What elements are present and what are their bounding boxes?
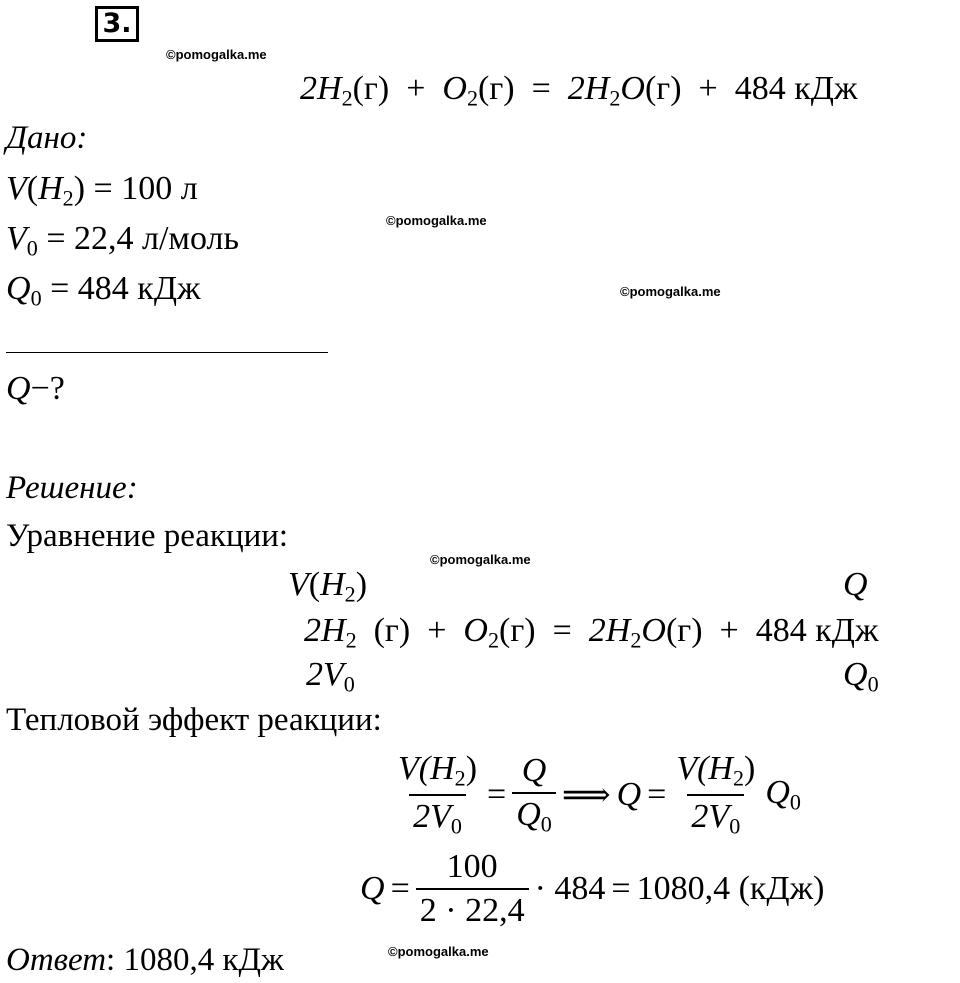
proportion-formula: [394, 750, 801, 839]
paren: (: [308, 566, 321, 603]
state-gas: (г): [373, 612, 411, 649]
reactant-o2: O: [463, 612, 488, 649]
given-label: Дано:: [6, 120, 88, 156]
find-quantity: [6, 370, 65, 408]
subscript: 0: [26, 235, 38, 261]
heat-value: 484 кДж: [755, 612, 879, 649]
equation-heading: Уравнение реакции:: [6, 518, 289, 554]
subscript: 2: [732, 765, 745, 791]
state-gas: (г): [478, 70, 515, 107]
paren: (: [26, 170, 39, 207]
value: 100 л: [121, 170, 198, 207]
subscript: 0: [789, 789, 801, 815]
question-mark: −?: [30, 370, 65, 407]
equals-sign: =: [552, 612, 572, 649]
paren: ): [73, 170, 86, 207]
given-volume-h2: [6, 170, 198, 212]
denominator: 2 · 22,4: [416, 888, 529, 930]
result-value: 1080,4 (кДж): [636, 870, 825, 907]
subscript: 2: [341, 85, 353, 111]
subscript: 2: [487, 627, 499, 653]
subscript: 0: [729, 813, 741, 839]
subscript: 2: [466, 85, 478, 111]
symbol-q: Q: [6, 270, 31, 307]
equals-sign: =: [611, 870, 631, 907]
coefficient: 2V: [306, 656, 344, 693]
reactant-h2: 2H: [304, 612, 346, 649]
reaction-middle: [304, 612, 878, 654]
multiplier: · 484: [534, 870, 606, 907]
state-gas: (г): [352, 70, 390, 107]
paren: ): [744, 750, 756, 787]
numerator: Q: [521, 751, 547, 789]
above-left-volume: [288, 566, 367, 608]
calculation-formula: [360, 848, 824, 930]
product-o: O: [641, 612, 666, 649]
equals-sign: =: [50, 270, 70, 307]
reactant-h2: 2H: [300, 70, 342, 107]
plus-sign: +: [427, 612, 447, 649]
denominator: 2V: [413, 797, 451, 835]
symbol-q: Q: [360, 870, 385, 907]
symbol-v: V: [6, 170, 27, 207]
watermark: ©pomogalka.me: [166, 47, 267, 62]
value: 22,4 л/моль: [74, 220, 239, 257]
subscript: 0: [540, 811, 552, 837]
answer-value: : 1080,4 кДж: [106, 942, 284, 978]
plus-sign: +: [719, 612, 739, 649]
state-gas: (г): [665, 612, 703, 649]
subscript: 2: [344, 581, 356, 607]
watermark: ©pomogalka.me: [386, 213, 487, 228]
state-gas: (г): [499, 612, 536, 649]
product-h2o: 2H: [588, 612, 631, 649]
answer-label: Ответ: [6, 942, 107, 978]
given-molar-volume: [6, 220, 239, 262]
above-right-q: Q: [843, 566, 868, 603]
below-left-2v0: [306, 656, 355, 698]
reactant-o2: O: [442, 70, 467, 107]
equals-sign: =: [46, 220, 66, 257]
subscript: 2: [62, 185, 74, 211]
symbol-h: H: [38, 170, 63, 207]
fraction-100-over-44-8: [416, 848, 529, 930]
fraction-v-over-2v0-result: [672, 750, 759, 839]
plus-sign: +: [698, 70, 718, 107]
fraction-q-over-q0: [512, 752, 556, 838]
denominator: 2V: [691, 797, 730, 835]
symbol-h: H: [320, 566, 345, 603]
subscript: 0: [450, 813, 462, 839]
symbol-q: Q: [6, 370, 31, 407]
subscript: 2: [345, 627, 357, 653]
given-heat: [6, 270, 201, 312]
subscript: 0: [867, 671, 879, 697]
subscript: 0: [30, 285, 42, 311]
product-o: O: [620, 70, 645, 107]
watermark: ©pomogalka.me: [620, 284, 721, 299]
numerator: V(H: [676, 750, 733, 787]
watermark: ©pomogalka.me: [430, 552, 531, 567]
subscript: 2: [609, 85, 621, 111]
equals-sign: =: [647, 775, 667, 813]
divider-line: [6, 352, 328, 353]
equals-sign: =: [390, 870, 410, 907]
heat-effect-heading: Тепловой эффект реакции:: [6, 702, 382, 738]
value: 484 кДж: [77, 270, 201, 307]
solution-label: Решение:: [6, 470, 138, 506]
implies-arrow: ⟹: [561, 776, 611, 814]
fraction-v-over-2v0: [394, 750, 481, 839]
symbol-v: V: [288, 566, 309, 603]
subscript: 2: [630, 627, 642, 653]
product-h2o: 2H: [567, 70, 610, 107]
symbol-q: Q: [765, 773, 790, 811]
reaction-equation: [300, 70, 857, 112]
equals-sign: =: [531, 70, 551, 107]
equals-sign: =: [93, 170, 113, 207]
answer-line: [6, 942, 284, 979]
paren: ): [355, 566, 368, 603]
equals-sign: =: [487, 775, 507, 813]
subscript: 0: [343, 671, 355, 697]
symbol-q: Q: [616, 775, 642, 813]
numerator: V(H: [398, 750, 455, 787]
plus-sign: +: [406, 70, 426, 107]
denominator: Q: [516, 795, 541, 833]
below-right-q0: [843, 656, 879, 698]
symbol-q: Q: [843, 656, 868, 693]
symbol-v: V: [6, 220, 27, 257]
subscript: 2: [454, 765, 466, 791]
watermark: ©pomogalka.me: [388, 944, 489, 959]
paren: ): [465, 750, 478, 787]
heat-value: 484 кДж: [734, 70, 858, 107]
problem-number: 3.: [95, 6, 139, 42]
numerator: 100: [446, 848, 498, 885]
state-gas: (г): [644, 70, 682, 107]
